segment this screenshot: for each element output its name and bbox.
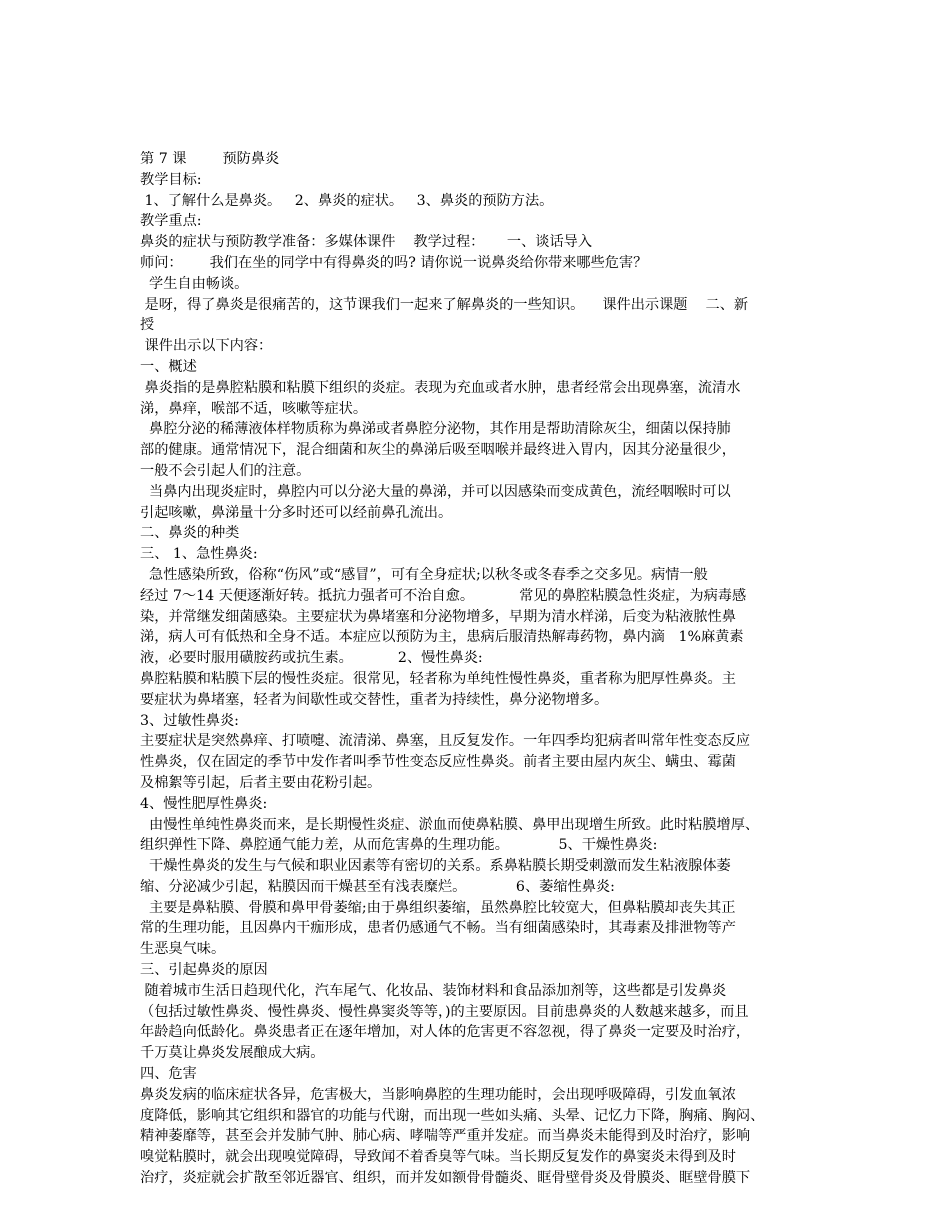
text-line: 组织弹性下降、鼻腔通气能力差，从而危害鼻的生理功能。 5、干燥性鼻炎: [140,837,658,854]
text-line: 鼻炎的症状与预防教学准备：多媒体课件 教学过程： 一、谈话导入 [140,234,593,251]
text-line: 3、过敏性鼻炎: [140,712,239,729]
text-line: 师问： 我们在坐的同学中有得鼻炎的吗? 请你说一说鼻炎给你带来哪些危害？ [140,254,648,271]
text-line: 一般不会引起人们的注意。 [140,462,311,479]
text-line: 4、慢性肥厚性鼻炎: [140,795,268,812]
text-line: （包括过敏性鼻炎、慢性鼻炎、慢性鼻窦炎等等，)的主要原因。目前患鼻炎的人数越来越多，而且 [140,1003,749,1020]
text-line: 嗅觉粘膜时，就会出现嗅觉障碍，导致闻不着香臭等气味。当长期反复发作的鼻窦炎未得到及时 [140,1149,736,1166]
text-line: 部的健康。通常情况下，混合细菌和灰尘的鼻涕后吸至咽喉并最终进入胃内，因其分泌量很少， [140,442,736,459]
text-line: 主要症状是突然鼻痒、打喷嚏、流清涕、鼻塞，且反复发作。一年四季均犯病者叫常年性变态反应 [140,733,751,750]
text-line: 缩、分泌减少引起，粘膜因而干燥甚至有浅表糜烂。 6、萎缩性鼻炎: [140,878,615,895]
text-line: 鼻炎发病的临床症状各异，危害极大，当影响鼻腔的生理功能时，会出现呼吸障碍，引发血氧浓 [140,1086,736,1103]
text-line: 随着城市生活日趋现代化，汽车尾气、化妆品、装饰材料和食品添加剂等，这些都是引发鼻炎 [140,982,727,999]
text-line: 治疗，炎症就会扩散至邻近器官、组织，而并发如额骨骨髓炎、眶骨壁骨炎及骨膜炎、眶壁骨膜下 [140,1170,751,1187]
text-line: 教学重点: [140,213,202,230]
text-line: 鼻炎指的是鼻腔粘膜和粘膜下组织的炎症。表现为充血或者水肿，患者经常会出现鼻塞，流清水 [140,379,741,396]
text-line: 生恶臭气味。 [140,941,226,958]
text-line: 液，必要时服用磺胺药或抗生素。 2、慢性鼻炎: [140,650,483,667]
text-line: 干燥性鼻炎的发生与气候和职业因素等有密切的关系。系鼻粘膜长期受刺激而发生粘液腺体萎 [140,858,731,875]
text-line: 性鼻炎，仅在固定的季节中发作者叫季节性变态反应性鼻炎。前者主要由屋内灰尘、螨虫、霉菌 [140,754,736,771]
text-line: 鼻腔分泌的稀薄液体样物质称为鼻涕或者鼻腔分泌物，其作用是帮助清除灰尘，细菌以保持肺 [140,421,731,438]
text-line: 涕，鼻痒，喉部不适，咳嗽等症状。 [140,400,368,417]
text-line: 鼻腔粘膜和粘膜下层的慢性炎症。很常见，轻者称为单纯性慢性鼻炎，重者称为肥厚性鼻炎。主 [140,670,736,687]
text-line: 主要是鼻粘膜、骨膜和鼻甲骨萎缩;由于鼻组织萎缩，虽然鼻腔比较宽大，但鼻粘膜却丧失其正 [140,899,736,916]
text-line: 急性感染所致，俗称“伤风”或“感冒”，可有全身症状;以秋冬或冬春季之交多见。病情一般 [140,566,708,583]
text-line: 三、 1、急性鼻炎: [140,546,258,563]
text-line: 第 7 课 预防鼻炎 [140,151,280,167]
text-line: 常的生理功能，且因鼻内干痂形成，患者仍感通气不畅。当有细菌感染时，其毒素及排泄物等产 [140,920,736,937]
text-line: 年龄趋向低龄化。鼻炎患者正在逐年增加，对人体的危害更不容忽视，得了鼻炎一定要及时治疗， [140,1024,751,1041]
text-line: 教学目标: [140,171,202,188]
text-line: 染，并常继发细菌感染。主要症状为鼻堵塞和分泌物增多，早期为清水样涕，后变为粘液脓性鼻 [140,608,736,625]
text-line: 要症状为鼻堵塞，轻者为间歇性或交替性，重者为持续性，鼻分泌物增多。 [140,691,609,708]
text-line: 1、了解什么是鼻炎。 2、鼻炎的症状。 3、鼻炎的预防方法。 [140,192,554,209]
text-line: 三、引起鼻炎的原因 [140,962,268,979]
text-line: 及棉絮等引起，后者主要由花粉引起。 [140,774,382,791]
text-line: 经过 7～14 天便逐渐好转。抵抗力强者可不治自愈。 常见的鼻腔粘膜急性炎症，为病毒感 [140,587,747,604]
text-line: 精神萎靡等，甚至会并发肺气肿、肺心病、哮喘等严重并发症。而当鼻炎未能得到及时治疗，影响 [140,1128,751,1145]
text-line: 千万莫让鼻炎发展酿成大病。 [140,1045,325,1062]
text-line: 引起咳嗽，鼻涕量十分多时还可以经前鼻孔流出。 [140,504,453,521]
text-line: 当鼻内出现炎症时，鼻腔内可以分泌大量的鼻涕，并可以因感染而变成黄色，流经咽喉时可以 [140,483,731,500]
text-line: 涕，病人可有低热和全身不适。本症应以预防为主，患病后服清热解毒药物，鼻内滴 1%麻黄素 [140,629,744,646]
text-line: 四、危害 [140,1066,197,1083]
text-line: 是呀，得了鼻炎是很痛苦的，这节课我们一起来了解鼻炎的一些知识。 课件出示课题 二、新 [140,296,749,313]
text-line: 学生自由畅谈。 [140,275,249,292]
text-line: 一、概述 [140,358,197,375]
text-line: 由慢性单纯性鼻炎而来，是长期慢性炎症、淤血而使鼻粘膜、鼻甲出现增生所致。此时粘膜增厚、 [140,816,760,833]
text-line: 二、鼻炎的种类 [140,525,240,542]
text-line: 授 [140,317,155,334]
text-line: 度降低，影响其它组织和器官的功能与代谢，而出现一些如头痛、头晕、记忆力下降，胸痛、胸闷、 [140,1107,765,1124]
document-page [140,149,820,1189]
text-line: 课件出示以下内容： [140,338,273,355]
